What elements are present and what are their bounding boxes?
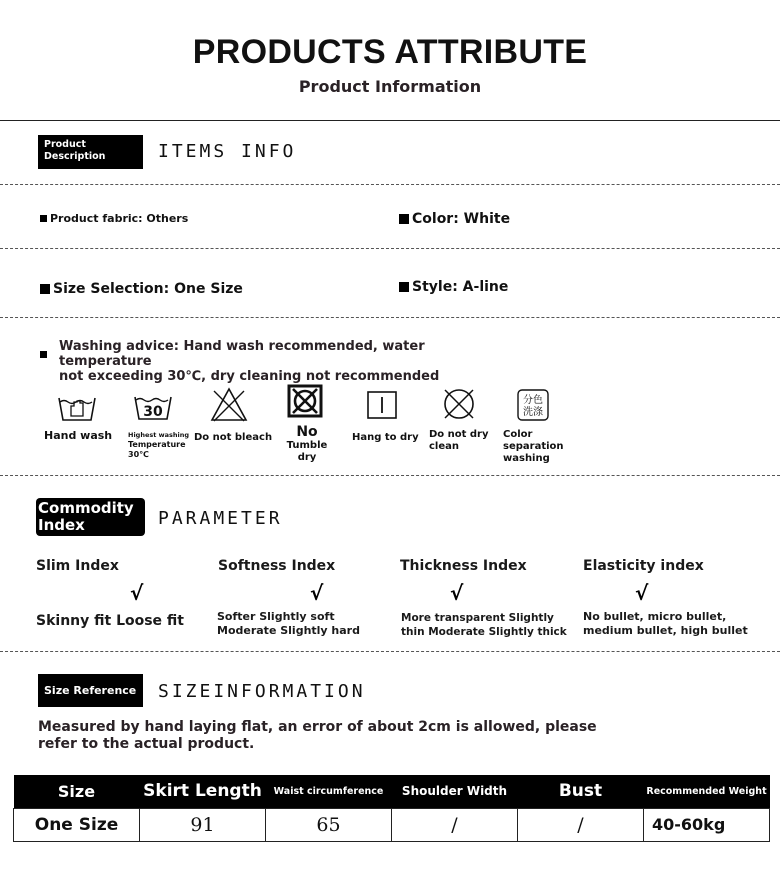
care-label-no-tumble-dry: No Tumble dry — [286, 424, 328, 463]
attr-color: Color: White — [399, 211, 510, 227]
column-header: Shoulder Width — [392, 775, 518, 808]
section-divider — [0, 248, 780, 249]
bullet-square-icon — [399, 282, 409, 292]
attr-style: Style: A-line — [399, 279, 508, 295]
header-divider — [0, 120, 780, 121]
column-header: Size — [14, 775, 140, 808]
no-dry-clean-icon — [439, 386, 479, 422]
measurement-note: Measured by hand laying flat, an error of about 2cm is allowed, please refer to the actual product. — [38, 719, 597, 752]
table-row — [14, 808, 770, 841]
index-title: Elasticity index — [583, 558, 704, 574]
check-mark-icon: √ — [130, 581, 144, 605]
table-cell: 40-60kg — [644, 808, 770, 841]
index-description: Softer Slightly soft Moderate Slightly hard — [217, 610, 360, 637]
index-title: Thickness Index — [400, 558, 527, 574]
column-header: Bust — [518, 775, 644, 808]
check-mark-icon: √ — [310, 581, 324, 605]
index-description: No bullet, micro bullet, medium bullet, high bullet — [583, 610, 748, 637]
size-reference-badge: Size Reference — [38, 674, 143, 707]
check-mark-icon: √ — [450, 581, 464, 605]
svg-text:分色: 分色 — [523, 395, 543, 406]
table-cell: / — [392, 808, 518, 841]
color-separation-icon — [516, 388, 550, 422]
column-header: Skirt Length — [140, 775, 266, 808]
section-divider — [0, 317, 780, 318]
section-divider — [0, 184, 780, 185]
check-mark-icon: √ — [635, 581, 649, 605]
section-divider — [0, 651, 780, 652]
table-cell: 91 — [140, 808, 266, 841]
hang-to-dry-icon — [366, 390, 398, 420]
care-label-hand-wash: Hand wash — [44, 429, 113, 442]
page-title: PRODUCTS ATTRIBUTE — [192, 33, 588, 71]
care-label-no-dry-clean: Do not dry clean — [429, 429, 489, 452]
parameter-heading: PARAMETER — [158, 508, 283, 529]
table-header-row — [14, 775, 770, 808]
items-info-heading: ITEMS INFO — [158, 141, 297, 162]
commodity-index-badge: Commodity Index — [36, 498, 145, 536]
care-label-no-bleach: Do not bleach — [194, 432, 273, 443]
bullet-square-icon — [40, 284, 50, 294]
bullet-square-icon — [40, 351, 47, 358]
hand-wash-icon — [57, 390, 97, 426]
table-cell: / — [518, 808, 644, 841]
washing-advice: Washing advice: Hand wash recommended, water temperature not exceeding 30℃, dry cleaning not recommended — [59, 339, 440, 384]
bullet-square-icon — [399, 214, 409, 224]
size-information-heading: SIZEINFORMATION — [158, 681, 366, 702]
index-description: More transparent Slightly thin Moderate Slightly thick — [401, 612, 567, 638]
care-label-wash-30: Highest washing Temperature 30℃ — [128, 431, 189, 459]
index-title: Softness Index — [218, 558, 336, 574]
svg-text:洗涤: 洗涤 — [523, 407, 543, 418]
product-description-badge: Product Description — [38, 135, 143, 169]
table-cell: One Size — [14, 808, 140, 841]
section-divider — [0, 475, 780, 476]
care-label-color-separation: Color separation washing — [503, 429, 564, 464]
no-tumble-dry-icon — [287, 384, 323, 418]
attr-size-selection: Size Selection: One Size — [40, 281, 243, 297]
page-subtitle: Product Information — [298, 77, 482, 96]
svg-text:30: 30 — [143, 404, 163, 420]
index-title: Slim Index — [36, 558, 119, 574]
attr-fabric: Product fabric: Others — [40, 212, 188, 225]
wash-30-icon — [133, 389, 173, 425]
bullet-square-icon — [40, 215, 47, 222]
care-label-hang-to-dry: Hang to dry — [352, 432, 419, 443]
index-description: Skinny fit Loose fit — [36, 613, 184, 629]
column-header: Recommended Weight — [644, 775, 770, 808]
no-bleach-icon — [209, 387, 249, 423]
column-header: Waist circumference — [266, 775, 392, 808]
table-cell: 65 — [266, 808, 392, 841]
size-table — [13, 775, 770, 842]
